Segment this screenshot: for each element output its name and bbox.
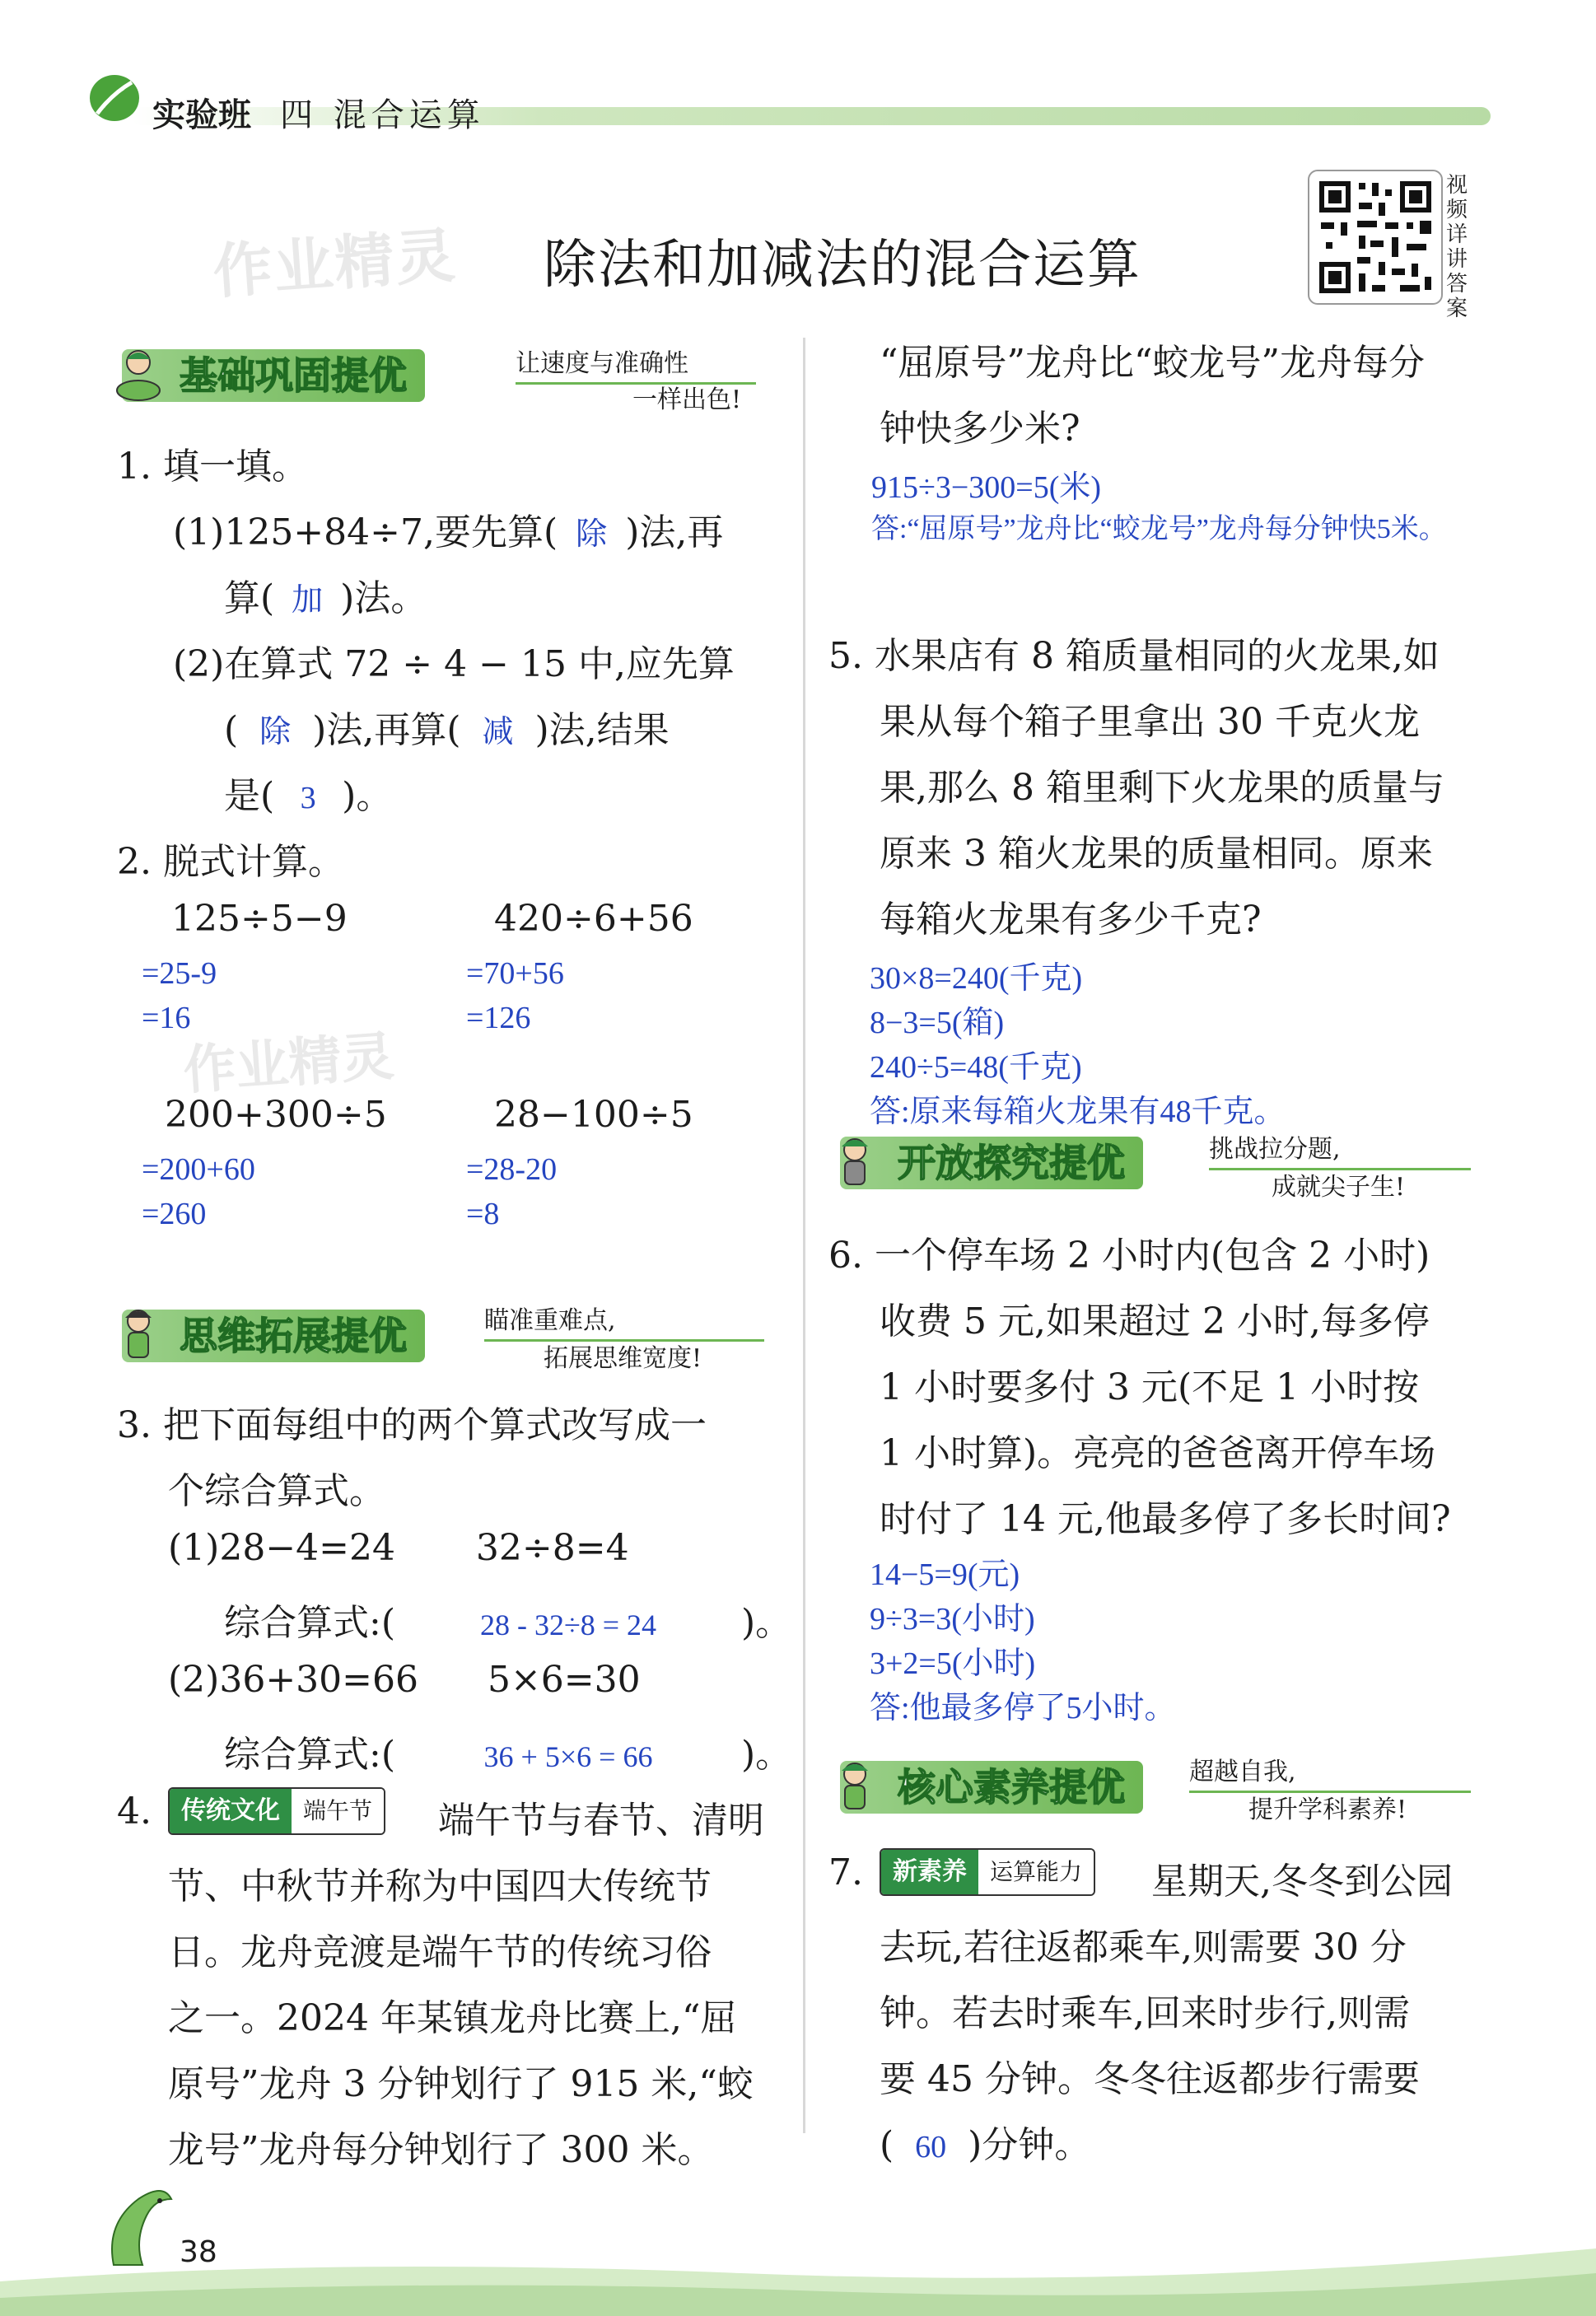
q2-heading: 2. 脱式计算。: [117, 841, 344, 883]
answer-blank: 36 + 5×6 = 66: [483, 1740, 653, 1773]
q2-expr-3-step2: =260: [142, 1197, 207, 1231]
column-divider: [803, 338, 805, 2133]
q2-expr-2: 420÷6+56: [494, 898, 693, 940]
mascot-icon: [825, 1756, 888, 1819]
q2-expr-1-step2: =16: [142, 1001, 191, 1035]
section-slogan-2: 提升学科素养!: [1248, 1795, 1407, 1824]
q4-line2: 节、中秋节并称为中国四大传统节: [168, 1865, 712, 1907]
mascot-icon: [107, 1305, 170, 1367]
q7-line5: ( 60 )分钟。: [880, 2124, 1091, 2166]
q4-line1: 端午节与春节、清明: [438, 1800, 764, 1842]
answer-blank: 减: [482, 715, 514, 749]
watermark: 作业精灵: [210, 220, 460, 307]
q2-expr-2-step2: =126: [466, 1001, 531, 1035]
q2-expr-4-step2: =8: [466, 1197, 500, 1231]
q2-expr-1-step1: =25-9: [142, 956, 217, 991]
footer-wave: [0, 2224, 1596, 2316]
answer-blank: 除: [576, 517, 608, 552]
q6-answer-2: 9÷3=3(小时): [870, 1602, 1035, 1637]
q4-answer-2: 答:“屈原号”龙舟比“蛟龙号”龙舟每分钟快5米。: [871, 514, 1447, 544]
q2-expr-3: 200+300÷5: [165, 1094, 387, 1136]
slogan-underline: [1209, 1168, 1471, 1170]
section-title-core: 核心素养提优: [840, 1761, 1143, 1814]
q3-group1: (1)28−4=24 32÷8=4: [168, 1527, 629, 1569]
q4-line8: 钟快多少米?: [880, 408, 1080, 450]
slogan-underline: [516, 382, 756, 385]
q6-answer-1: 14−5=9(元): [870, 1557, 1020, 1592]
q1-p2-line2: ( 除 )法,再算( 减 )法,结果: [224, 700, 670, 753]
slogan-underline: [1189, 1791, 1471, 1793]
q4-answer-1: 915÷3−300=5(米): [871, 470, 1102, 505]
section-title-thinking: 思维拓展提优: [122, 1310, 425, 1362]
section-slogan-1: 让速度与准确性: [516, 349, 688, 378]
q3-group1-answer-line: 综合算式:( 28 - 32÷8 = 24 )。: [224, 1602, 792, 1644]
q6-line3: 1 小时要多付 3 元(不足 1 小时按: [880, 1366, 1420, 1408]
section-slogan-2: 拓展思维宽度!: [544, 1344, 702, 1373]
qr-code-icon[interactable]: [1308, 170, 1443, 305]
q4-number: 4.: [117, 1791, 152, 1833]
answer-blank: 加: [292, 583, 324, 618]
watermark-mid: 作业精灵: [181, 1026, 396, 1102]
tag-traditional-culture: 传统文化 端午节: [168, 1787, 385, 1835]
dolphin-icon: [97, 2183, 180, 2281]
chapter-label: 四 混合运算: [280, 96, 485, 134]
q2-expr-4-step1: =28-20: [466, 1152, 558, 1187]
q6-line2: 收费 5 元,如果超过 2 小时,每多停: [880, 1300, 1430, 1342]
q5-answer-1: 30×8=240(千克): [870, 961, 1083, 996]
q4-line3: 日。龙舟竞渡是端午节的传统习俗: [168, 1931, 712, 1973]
q5-line5: 每箱火龙果有多少千克?: [880, 899, 1262, 941]
qr-label: 视频详讲答案: [1446, 173, 1468, 321]
q2-expr-2-step1: =70+56: [466, 956, 564, 991]
q3-line2: 个综合算式。: [168, 1470, 385, 1512]
q4-line7: “屈原号”龙舟比“蛟龙号”龙舟每分: [880, 342, 1425, 384]
q7-line4: 要 45 分钟。冬冬往返都步行需要: [880, 2058, 1420, 2100]
q1-p2-line3: 是( 3 )。: [224, 775, 393, 817]
q2-expr-3-step1: =200+60: [142, 1152, 255, 1187]
q5-line3: 果,那么 8 箱里剩下火龙果的质量与: [880, 767, 1444, 809]
q2-expr-4: 28−100÷5: [494, 1094, 693, 1136]
page-number: 38: [180, 2235, 217, 2269]
section-slogan-1: 超越自我,: [1189, 1758, 1296, 1786]
q5-answer-2: 8−3=5(箱): [870, 1006, 1005, 1040]
q7-line1: 星期天,冬冬到公园: [1151, 1861, 1453, 1903]
q5-line1: 5. 水果店有 8 箱质量相同的火龙果,如: [828, 635, 1440, 677]
section-banner-core: [840, 1758, 1474, 1824]
section-title-open: 开放探究提优: [840, 1137, 1143, 1189]
q3-group2: (2)36+30=66 5×6=30: [168, 1659, 641, 1701]
mascot-icon: [825, 1132, 888, 1194]
answer-blank: 28 - 32÷8 = 24: [479, 1609, 657, 1641]
mascot-icon: [107, 344, 170, 407]
q3-line1: 3. 把下面每组中的两个算式改写成一: [117, 1404, 707, 1446]
section-banner-open: [840, 1135, 1474, 1202]
q6-line4: 1 小时算)。亮亮的爸爸离开停车场: [880, 1432, 1436, 1474]
q7-line2: 去玩,若往返都乘车,则需要 30 分: [880, 1926, 1407, 1968]
series-name: 实验班: [152, 96, 251, 134]
q7-line3: 钟。若去时乘车,回来时步行,则需: [880, 1992, 1410, 2034]
q6-answer-4: 答:他最多停了5小时。: [870, 1691, 1176, 1725]
q6-line1: 6. 一个停车场 2 小时内(包含 2 小时): [828, 1235, 1430, 1277]
section-banner-basic: [122, 349, 764, 414]
q1-heading: 1. 填一填。: [117, 446, 308, 488]
tag-new-literacy: 新素养 运算能力: [880, 1848, 1095, 1896]
q4-line4: 之一。2024 年某镇龙舟比赛上,“屈: [168, 1997, 737, 2039]
answer-blank: 除: [259, 715, 292, 749]
leaf-logo-icon: [87, 71, 142, 125]
q7-number: 7.: [828, 1851, 863, 1893]
q1-p1-line1: (1)125+84÷7,要先算( 除 )法,再: [173, 502, 723, 555]
q1-p1-line2: 算( 加 )法。: [224, 568, 427, 621]
answer-blank: 60: [915, 2130, 947, 2164]
section-slogan-1: 挑战拉分题,: [1209, 1135, 1341, 1164]
section-slogan-2: 成就尖子生!: [1272, 1173, 1406, 1202]
q6-line5: 时付了 14 元,他最多停了多长时间?: [880, 1498, 1451, 1540]
q2-expr-1: 125÷5−9: [171, 898, 348, 940]
q5-line4: 原来 3 箱火龙果的质量相同。原来: [880, 833, 1433, 875]
q5-answer-3: 240÷5=48(千克): [870, 1050, 1082, 1085]
section-banner-thinking: [122, 1306, 764, 1373]
q4-line5: 原号”龙舟 3 分钟划行了 915 米,“蛟: [168, 2063, 754, 2105]
q1-p2-line1: (2)在算式 72 ÷ 4 − 15 中,应先算: [173, 643, 735, 685]
section-slogan-2: 一样出色!: [632, 385, 742, 414]
q5-line2: 果从每个箱子里拿出 30 千克火龙: [880, 701, 1420, 743]
section-slogan-1: 瞄准重难点,: [484, 1306, 616, 1335]
q3-group2-answer-line: 综合算式:( 36 + 5×6 = 66 )。: [224, 1734, 792, 1776]
lesson-title: 除法和加减法的混合运算: [544, 235, 1141, 296]
slogan-underline: [484, 1339, 764, 1342]
answer-blank: 3: [300, 781, 316, 815]
section-title-basic: 基础巩固提优: [122, 349, 425, 402]
q4-line6: 龙号”龙舟每分钟划行了 300 米。: [168, 2129, 714, 2171]
q6-answer-3: 3+2=5(小时): [870, 1646, 1036, 1681]
q5-answer-4: 答:原来每箱火龙果有48千克。: [870, 1095, 1286, 1129]
